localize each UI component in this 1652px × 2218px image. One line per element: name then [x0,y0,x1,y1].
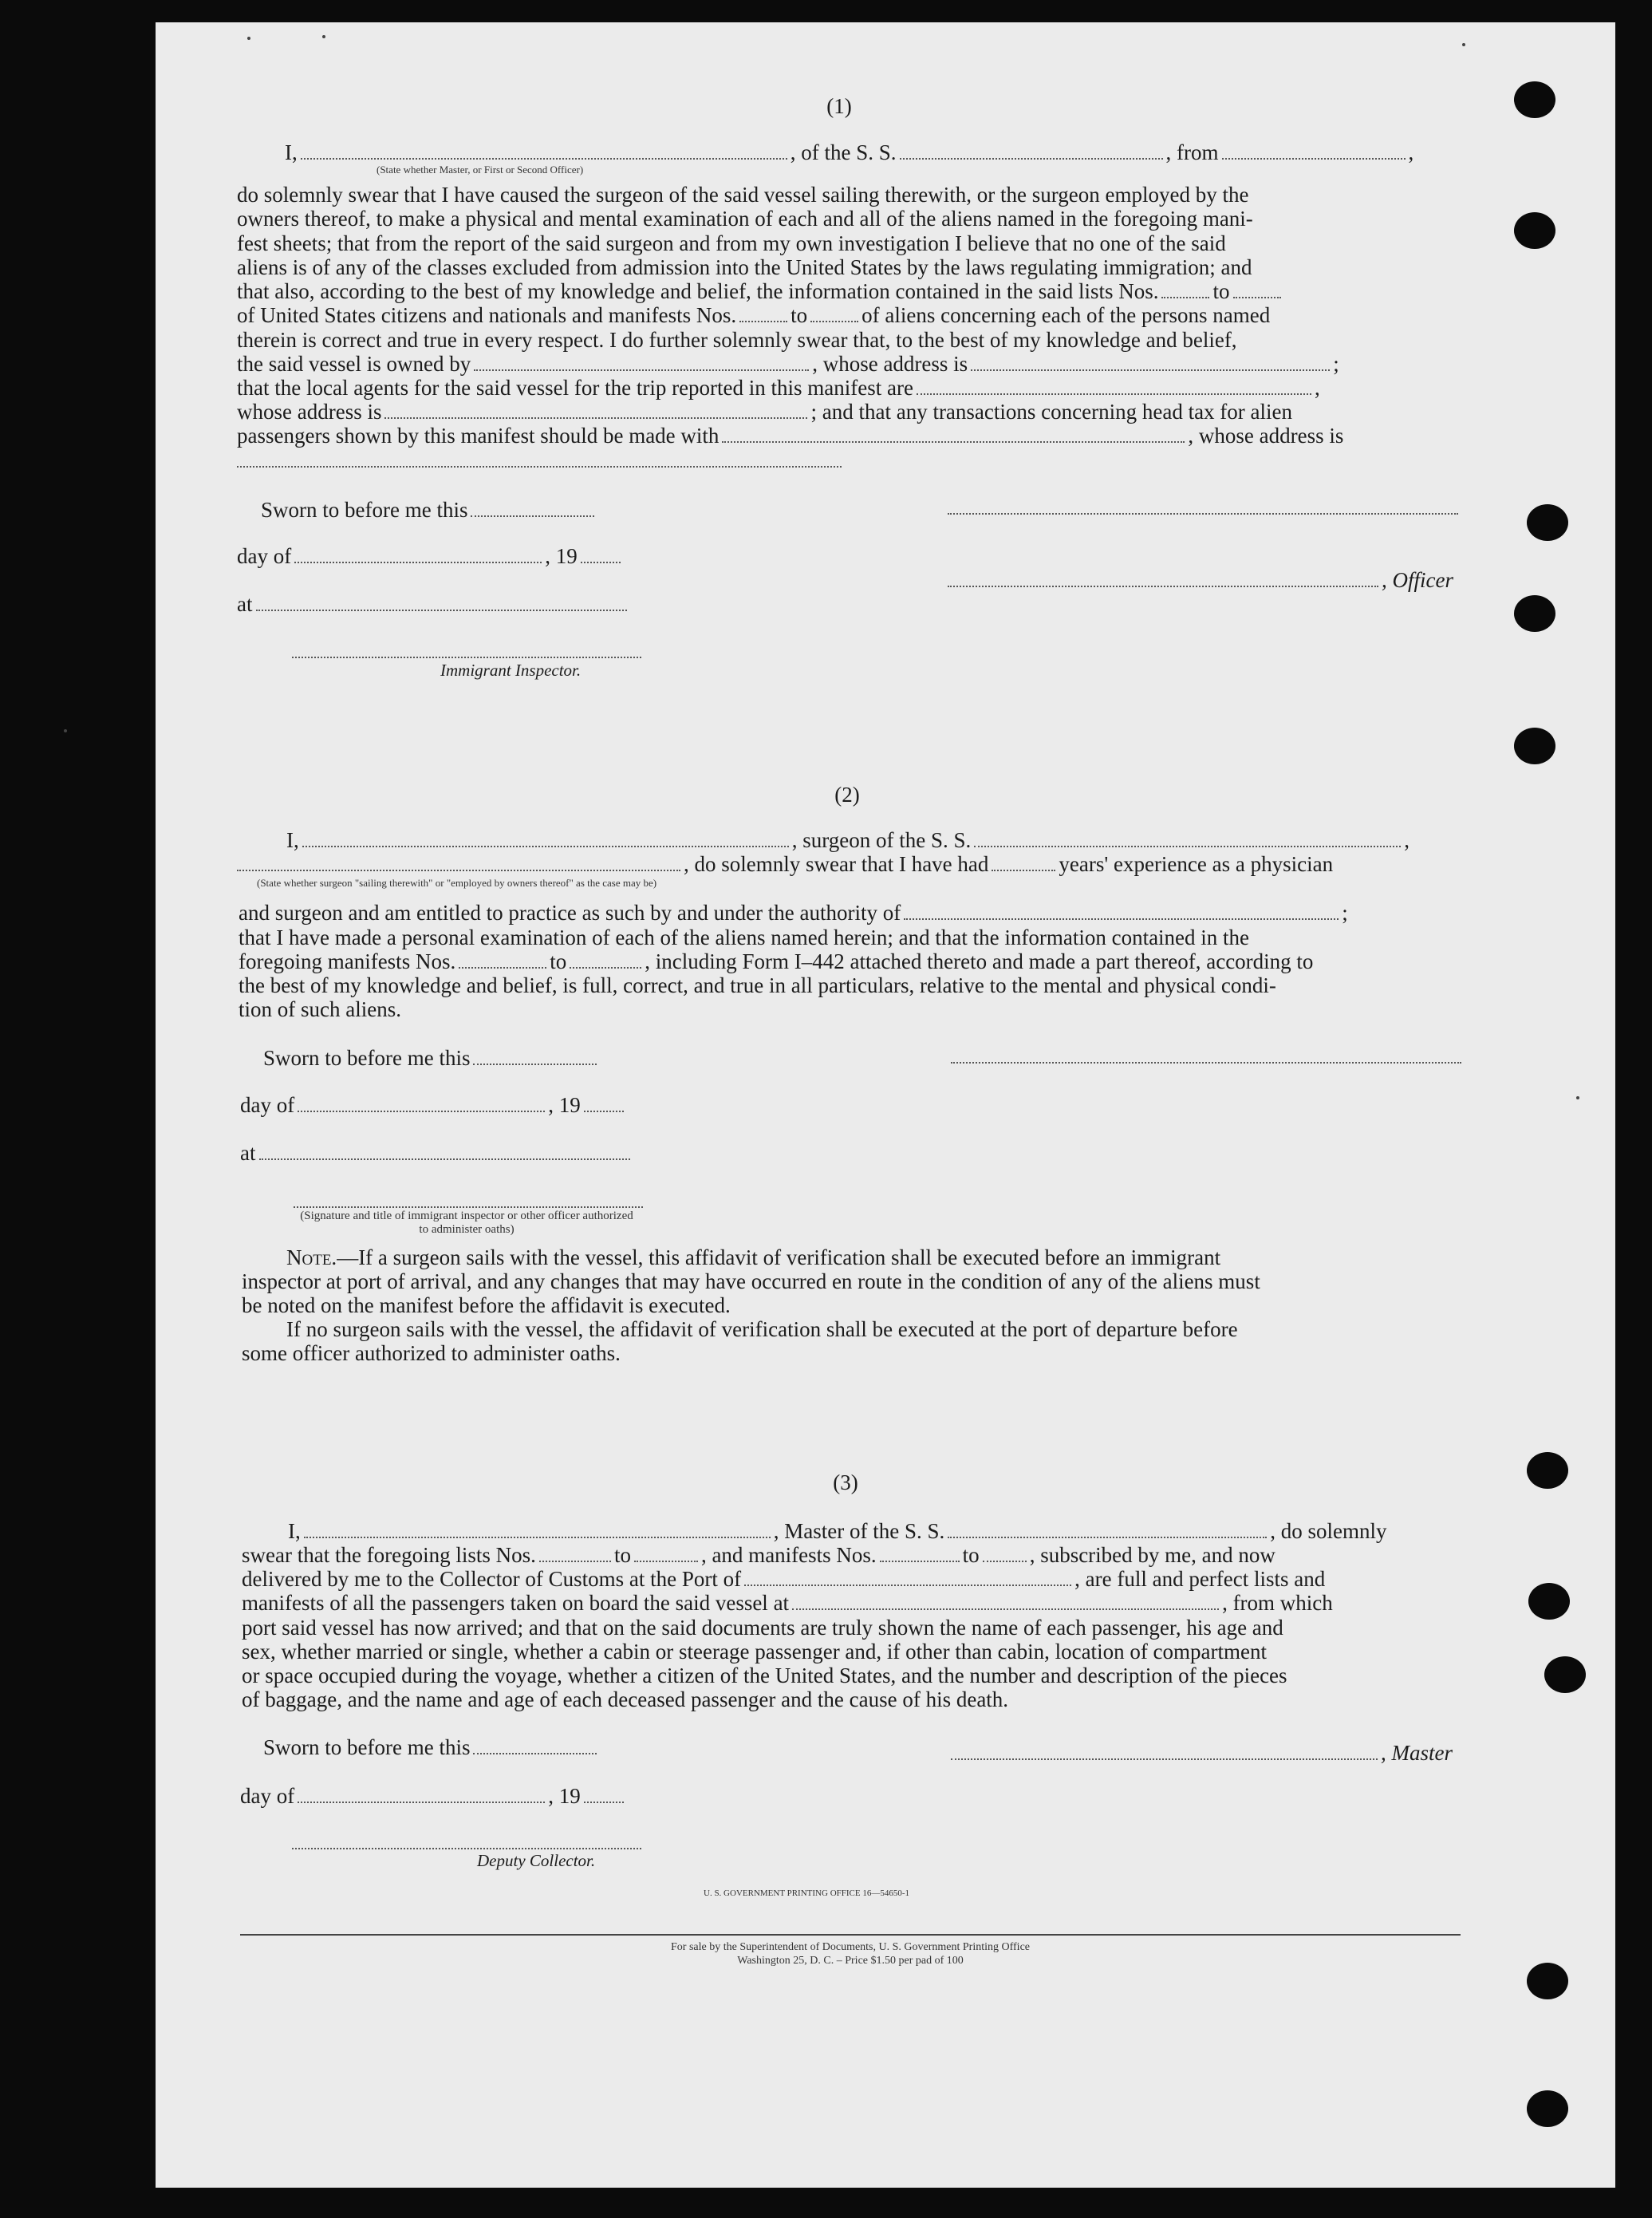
section-number: (3) [833,1470,858,1494]
text: delivered by me to the Collector of Customs at the Port of [242,1567,742,1591]
text: I, [285,140,298,164]
text: Sworn to before me this [263,1735,471,1759]
s1-officer-line [948,568,1453,592]
text: , [1404,828,1410,852]
text: sex, whether married or single, whether a cabin or steerage passenger and, if other than cabin, location of compartment [242,1640,1268,1664]
s3-sworn [263,1735,600,1759]
text: be noted on the manifest before the affidavit is executed. [242,1293,731,1317]
blank-owner [474,353,809,371]
text: , subscribed by me, and now [1029,1543,1275,1567]
blank-manifest-to [983,1545,1027,1562]
s3-text-line [242,1687,1008,1711]
footer-rule [240,1934,1461,1936]
blank-manifest-to [570,951,641,969]
blank-port-of-embarkation [792,1592,1219,1610]
text: , of the S. S. [790,140,897,164]
officer-signature-line [948,570,1378,587]
text: some officer authorized to administer oaths. [242,1341,621,1365]
punch-hole [1544,1656,1586,1693]
s1-text-line [237,207,1461,231]
punch-hole [1528,1583,1570,1620]
s2-at [240,1141,633,1165]
text: , including Form I–442 attached thereto and made a part thereof, according to [645,949,1314,973]
text: , from [1165,140,1219,164]
text: or space occupied during the voyage, whether a citizen of the United States, and the number and description of the pieces [242,1664,1287,1687]
blank-year [584,1095,624,1112]
blank-port-of-arrival [744,1569,1071,1586]
text: If no surgeon sails with the vessel, the affidavit of verification shall be executed at the port of departure before [286,1317,1238,1341]
text: , whose address is [1188,424,1344,448]
punch-hole [1527,1452,1568,1489]
s2-text-line [239,949,1313,973]
s1-line-1 [285,140,1413,164]
text: therein is correct and true in every respect. I do further solemnly swear that, to the best of my knowledge and belief, [237,328,1237,352]
blank-sworn-day [471,499,594,517]
text: I, [286,828,299,852]
blank-vessel [974,830,1401,847]
blank-list-to [1233,281,1281,298]
blank-list-from [1161,281,1209,298]
section-number: (2) [834,783,860,807]
s1-sworn [261,498,597,522]
s3-text-line [242,1664,1461,1687]
blank-contact-address [237,466,842,468]
text: to [550,949,567,973]
text: I, [288,1519,301,1543]
dust-speck [1576,1096,1579,1099]
text: Sworn to before me this [261,498,468,522]
s1-text-line [237,328,1461,352]
s1-text-line [237,183,1461,207]
text: the best of my knowledge and belief, is full, correct, and true in all particulars, relative to the mental and physical condi- [239,973,1276,997]
signature-caption: (Signature and title of immigrant inspector or other officer authorized to administer oaths) [300,1210,633,1236]
text: to [791,303,808,327]
text: Sworn to before me this [263,1046,471,1070]
punch-hole [1527,2090,1568,2127]
surgeon-signature-line [951,1062,1461,1064]
dust-speck [64,729,67,732]
punch-hole [1514,212,1555,249]
collector-signature-line [292,1848,641,1849]
blank-month [294,546,542,563]
text: , do solemnly swear that I have had [684,852,989,876]
text: aliens is of any of the classes excluded from admission into the United States by the laws regulating immigration; and [237,255,1252,279]
text: , surgeon of the S. S. [791,828,972,852]
section-number: (1) [826,94,852,118]
s1-text-line [237,279,1284,303]
text: , [1314,376,1320,400]
punch-hole [1527,504,1568,541]
punch-hole [1527,1963,1568,1999]
text: inspector at port of arrival, and any changes that may have occurred en route in the condition of any of the aliens must [242,1269,1260,1293]
text: do solemnly swear that I have caused the surgeon of the said vessel sailing therewith, or the surgeon employed by the [237,183,1249,207]
text: , and manifests Nos. [700,1543,877,1567]
text: , 19 [548,1093,581,1117]
text: and surgeon and am entitled to practice as such by and under the authority of [239,901,901,925]
s2-text-line [239,973,1463,997]
blank-manifest-from [739,305,787,322]
blank-place [259,1143,630,1160]
text: of United States citizens and nationals and manifests Nos. [237,303,737,327]
dust-speck [322,35,325,38]
blank-agents-address [384,401,807,419]
s2-day-of [240,1093,627,1117]
blank-agents [917,377,1311,395]
blank-month [298,1095,545,1112]
text: to [1212,279,1230,303]
text: foregoing manifests Nos. [239,949,456,973]
text: of aliens concerning each of the persons named [861,303,1271,327]
text: day of [240,1093,295,1117]
text: the said vessel is owned by [237,352,471,376]
s2-sworn [263,1046,600,1070]
text: that also, according to the best of my knowledge and belief, the information contained in the said lists Nos. [237,279,1159,303]
text: that the local agents for the said vessel for the trip reported in this manifest are [237,376,913,400]
blank-place [256,594,627,611]
text: that I have made a personal examination of each of the aliens named herein; and that the information contained in the [239,925,1250,949]
blank-vessel [948,1521,1267,1538]
s3-line-4 [242,1591,1333,1615]
inspector-signature-line [292,657,641,658]
text: , 19 [548,1784,581,1808]
s3-line-2 [242,1543,1275,1567]
text: to [613,1543,631,1567]
s3-day-of [240,1784,627,1808]
s3-text-line [242,1616,1461,1640]
s1-text-line [237,255,1461,279]
text: ; [1333,352,1339,376]
text [286,1245,1220,1269]
sale-notice-line: For sale by the Superintendent of Documents, U. S. Government Printing Office [671,1941,1030,1953]
blank-surgeon-status [237,854,680,871]
s3-text-line [242,1640,1461,1664]
note-line [242,1341,621,1365]
text: , [1408,140,1414,164]
inspector-caption: Immigrant Inspector. [440,661,582,680]
s1-text-line [237,400,1292,424]
text: passengers shown by this manifest should be made with [237,424,720,448]
text: to [962,1543,980,1567]
s1-day-of [237,544,624,568]
s3-line-1 [288,1519,1386,1543]
text: at [237,592,253,616]
master-signature-line [951,1742,1378,1760]
text: of baggage, and the name and age of each deceased passenger and the cause of his death. [242,1687,1009,1711]
blank-year [581,546,621,563]
punch-hole [1514,595,1555,632]
s3-line-3 [242,1567,1325,1591]
blank-list-to [634,1545,698,1562]
text: , do solemnly [1270,1519,1387,1543]
text: years' experience as a physician [1059,852,1334,876]
blank-list-from [539,1545,611,1562]
blank-vessel [900,142,1163,160]
text: whose address is [237,400,382,424]
s2-text-line [239,925,1463,949]
s2-line-1 [286,828,1410,852]
text: tion of such aliens. [239,997,401,1021]
s1-at [237,592,630,616]
blank-manifest-from [880,1545,960,1562]
blank-authority [904,902,1339,920]
s1-text-line [237,231,1461,255]
text: swear that the foregoing lists Nos. [242,1543,536,1567]
officer-caption: , Officer [1382,568,1453,592]
punch-hole [1514,81,1555,118]
text: day of [237,544,292,568]
text: , whose address is [812,352,968,376]
master-caption: , Master [1381,1741,1453,1765]
note-line [286,1245,1461,1269]
text: day of [240,1784,295,1808]
text: manifests of all the passengers taken on board the said vessel at [242,1591,790,1615]
note-line [242,1269,1461,1293]
text: , 19 [545,544,578,568]
text: , are full and perfect lists and [1074,1567,1326,1591]
text: ; [1342,901,1348,925]
blank-sworn-day [473,1048,597,1065]
s2-text-line [239,997,401,1021]
printing-office-imprint: U. S. GOVERNMENT PRINTING OFFICE 16—54650-1 [704,1888,910,1898]
text: —If a surgeon sails with the vessel, this affidavit of verification shall be executed before an immigrant [337,1245,1221,1269]
blank-manifest-from [459,951,546,969]
blank-years [992,854,1055,871]
sale-notice-line: Washington 25, D. C. – Price $1.50 per pad of 100 [737,1955,964,1967]
note-line [286,1317,1461,1341]
blank-owner-address [971,353,1330,371]
text: ; and that any transactions concerning head tax for alien [810,400,1293,424]
note-line [242,1293,731,1317]
surgeon-hint: (State whether surgeon "sailing therewith" or "employed by owners thereof" as the case may be) [257,877,657,889]
rank-hint: (State whether Master, or First or Second Officer) [377,164,584,176]
s1-text-line [237,352,1339,376]
text: , Master of the S. S. [773,1519,945,1543]
text: fest sheets; that from the report of the said surgeon and from my own investigation I believe that no one of the said [237,231,1226,255]
s1-text-line [237,376,1320,400]
blank-manifest-to [810,305,858,322]
blank-year [584,1786,624,1803]
text: port said vessel has now arrived; and that on the said documents are truly shown the name of each passenger, his age and [242,1616,1283,1640]
blank-master-name [304,1521,771,1538]
blank-head-tax-contact [722,425,1185,443]
note-lead: Note. [286,1245,337,1269]
blank-month [298,1786,545,1803]
s2-text-line [239,901,1348,925]
text: at [240,1141,256,1165]
s2-line-2 [237,852,1333,876]
inspector-signature-line [294,1206,643,1208]
collector-caption: Deputy Collector. [477,1851,596,1870]
s1-text-line [237,303,1270,327]
s1-text-line [237,424,1343,448]
blank-port [1222,142,1406,160]
officer-name-line [948,513,1458,515]
blank-surgeon-name [302,830,789,847]
dust-speck [1462,43,1465,46]
blank-rank [301,142,787,160]
text: owners thereof, to make a physical and mental examination of each and all of the aliens named in the foregoing mani- [237,207,1253,231]
punch-hole [1514,728,1555,764]
dust-speck [247,37,250,40]
blank-sworn-day [473,1737,597,1754]
text: , from which [1222,1591,1333,1615]
s3-master-line [951,1741,1453,1765]
